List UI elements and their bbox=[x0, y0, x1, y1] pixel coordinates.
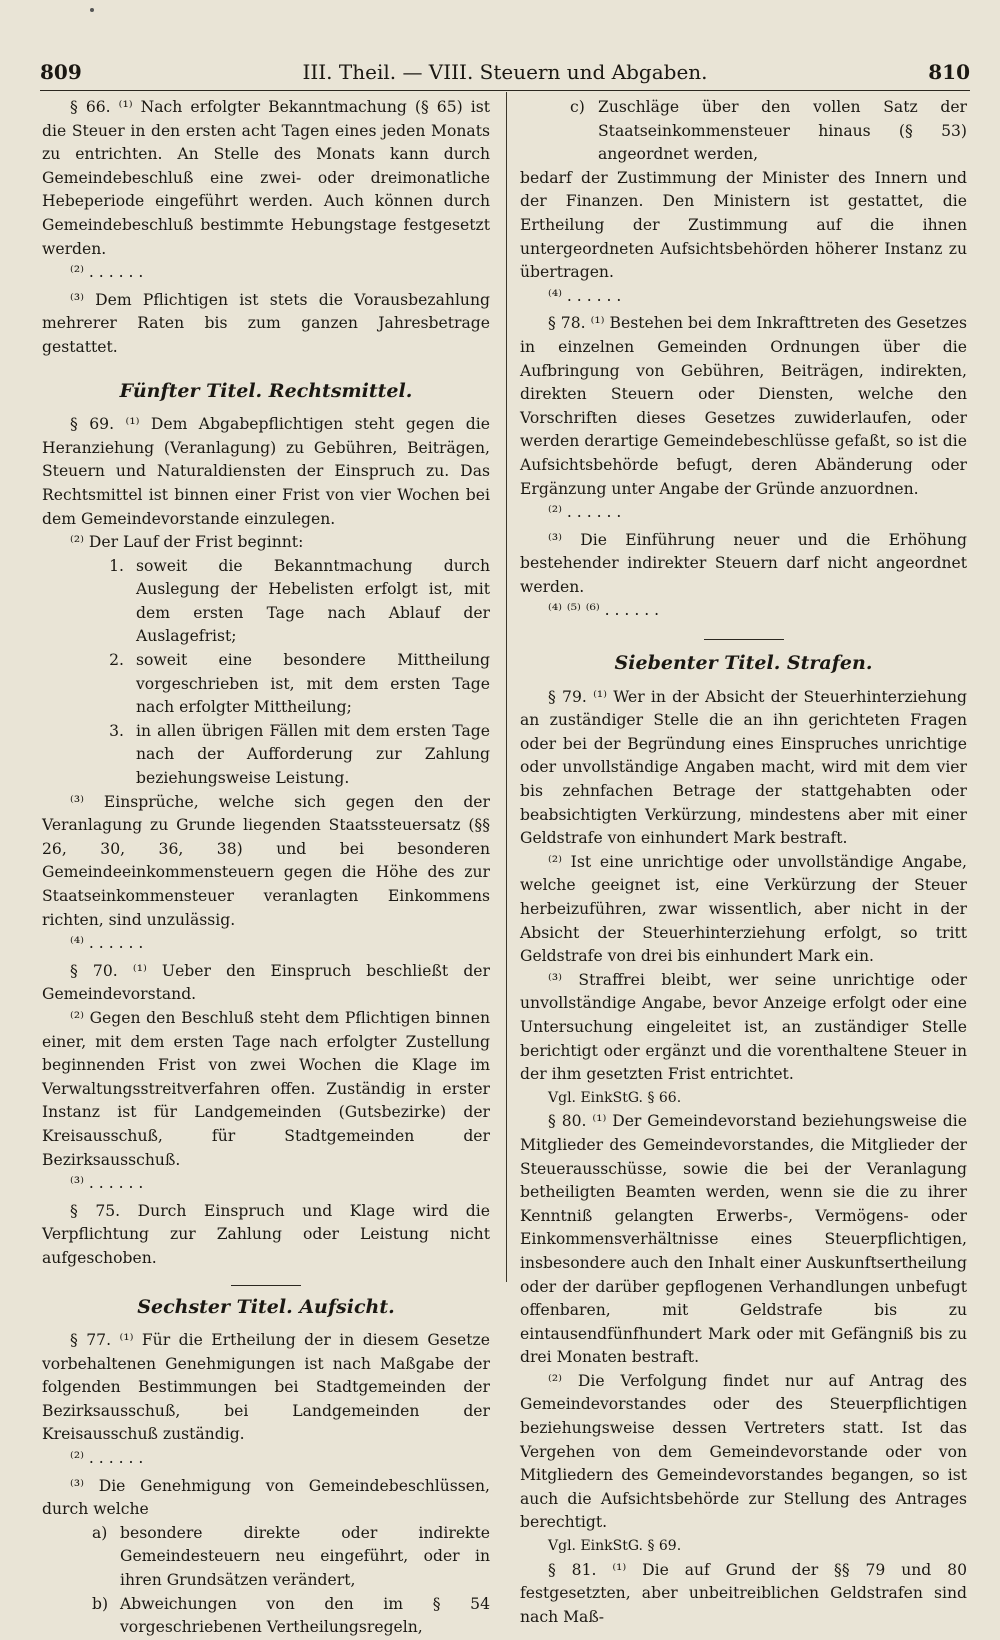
list-item bbox=[42, 1522, 490, 1593]
paragraph-77-2: ⁽²⁾ . . . . . . bbox=[70, 1449, 144, 1468]
paragraph-69-3: ⁽³⁾ Einsprüche, welche sich gegen den der Veranlagung zu Grunde liegenden Staatssteuersatz (§§ 26, 30, 36, 38) und bei besonderen Gemeindeeinkommensteuern gegen die Höhe des zur Staatseinkommensteuer veranlagten Einkommens richten, sind unzulässig. bbox=[42, 792, 490, 929]
paragraph-78-4-5-6: ⁽⁴⁾ ⁽⁵⁾ ⁽⁶⁾ . . . . . . bbox=[548, 601, 660, 620]
paragraph-70-1: § 70. ⁽¹⁾ Ueber den Einspruch beschließt der Gemeindevorstand. bbox=[42, 961, 490, 1004]
cross-reference: Vgl. EinkStG. § 66. bbox=[548, 1089, 682, 1106]
paragraph-78-2: ⁽²⁾ . . . . . . bbox=[548, 503, 622, 522]
paragraph-77-continuation: bedarf der Zustimmung der Minister des Innern und der Finanzen. Den Ministern ist gestattet, die Ertheilung der Zustimmung auf die ihnen untergeordneten Aufsichtsbehörden höherer Instanz zu übertragen. bbox=[520, 168, 967, 282]
list-item-text: soweit die Bekanntmachung durch Auslegung der Hebelisten erfolgt ist, mit dem ersten Tage nach Ablauf der Auslagefrist; bbox=[136, 556, 490, 646]
paragraph-69-2: ⁽²⁾ Der Lauf der Frist beginnt: bbox=[70, 533, 304, 552]
paragraph-70-2: ⁽²⁾ Gegen den Beschluß steht dem Pflichtigen binnen einer, mit dem ersten Tage nach erfolgter Zustellung beginnenden Frist von zwei Wochen die Klage im Verwaltungsstreitverfahren offen. Zuständig in erster Instanz ist für Landgemeinden (Gutsbezirke) der Kreisausschuß, für Stadtgemeinden der Bezirksausschuß. bbox=[42, 1008, 490, 1169]
paragraph-66-2: ⁽²⁾ . . . . . . bbox=[70, 263, 144, 282]
list-item-text: besondere direkte oder indirekte Gemeindesteuern neu eingeführt, oder in ihren Grundsätzen verändert, bbox=[120, 1523, 490, 1590]
list-item-number: 1. bbox=[109, 556, 124, 575]
paragraph-79-2: ⁽²⁾ Ist eine unrichtige oder unvollständige Angabe, welche geeignet ist, eine Verkürzung der Steuer herbeizuführen, zwar wissentlich, aber nicht in der Absicht der Steuerhinterziehung erfolgt, so tritt Geldstrafe von drei bis einhundert Mark ein. bbox=[520, 852, 967, 966]
list-item-letter: c) bbox=[570, 98, 585, 116]
paragraph-78-1: § 78. ⁽¹⁾ Bestehen bei dem Inkrafttreten des Gesetzes in einzelnen Gemeinden Ordnungen über die Aufbringung von Gebühren, Beiträgen, indirekten, direkten Steuern oder Diensten, welche den Vorschriften dieses Gesetzes zuwiderlaufen, oder werden derartige Gemeindebeschlüsse gefaßt, so ist die Aufsichtsbehörde befugt, deren Abänderung oder Ergänzung unter Angabe der Gründe anzuordnen. bbox=[520, 314, 967, 498]
section-title-7: Siebenter Titel. Strafen. bbox=[614, 652, 873, 675]
list-item-number: 3. bbox=[109, 721, 124, 740]
paragraph-80-1: § 80. ⁽¹⁾ Der Gemeindevorstand beziehungsweise die Mitglieder des Gemeindevorstandes, die Mitglieder der Steuerausschüsse, sowie die bei der Veranlagung betheiligten Beamten werden, wenn sie die zu ihrer Kenntniß gelangten Erwerbs-, Vermögens- oder Einkommensverhältnisse eines Steuerpflichtigen, insbesondere auch den Inhalt einer Auskunftsertheilung oder der darüber gepflogenen Verhandlungen unbefugt offenbaren, mit Geldstrafe bis zu eintausendfünfhundert Mark oder mit Gefängniß bis zu drei Monaten bestraft. bbox=[520, 1112, 967, 1367]
paragraph-70-3: ⁽³⁾ . . . . . . bbox=[70, 1174, 144, 1193]
list-item-number: 2. bbox=[109, 651, 124, 670]
list-item bbox=[42, 555, 490, 649]
list-item bbox=[42, 649, 490, 720]
list-item-text: Zuschläge über den vollen Satz der Staatseinkommensteuer hinaus (§ 53) angeordnet werden, bbox=[598, 98, 967, 164]
paragraph-81-1: § 81. ⁽¹⁾ Die auf Grund der §§ 79 und 80 festgesetzten, aber unbeitreiblichen Geldstrafen sind nach Maß- bbox=[520, 1560, 967, 1626]
page-number-left: 809 bbox=[40, 60, 82, 84]
section-title-5: Fünfter Titel. Rechtsmittel. bbox=[119, 379, 413, 402]
paragraph-79-3: ⁽³⁾ Straffrei bleibt, wer seine unrichtige oder unvollständige Angabe, bevor Anzeige erfolgt oder eine Untersuchung eingeleitet ist, an zuständiger Stelle berichtigt oder ergänzt und die vorenthaltene Steuer in der ihm gesetzten Frist entrichtet. bbox=[520, 970, 967, 1084]
paragraph-75: § 75. Durch Einspruch und Klage wird die Verpflichtung zur Zahlung oder Leistung nicht aufgeschoben. bbox=[42, 1201, 490, 1267]
paragraph-77-4: ⁽⁴⁾ . . . . . . bbox=[548, 286, 622, 305]
list-item-letter: b) bbox=[92, 1594, 109, 1613]
right-column bbox=[520, 96, 967, 1629]
list-item-text: in allen übrigen Fällen mit dem ersten Tage nach der Aufforderung zur Zahlung beziehungsweise Leistung. bbox=[136, 721, 490, 788]
paragraph-66-3: ⁽³⁾ Dem Pflichtigen ist stets die Vorausbezahlung mehrerer Raten bis zum ganzen Jahresbetrage gestattet. bbox=[42, 290, 490, 356]
paragraph-69-4: ⁽⁴⁾ . . . . . . bbox=[70, 934, 144, 953]
running-title: III. Theil. — VIII. Steuern und Abgaben. bbox=[302, 60, 708, 84]
page-header bbox=[40, 58, 970, 91]
paragraph-79-1: § 79. ⁽¹⁾ Wer in der Absicht der Steuerhinterziehung an zuständiger Stelle die an ihn gerichteten Fragen oder bei der Begründung eines Einspruches unrichtige oder unvollständige Angaben macht, wird mit dem vier bis zehnfachen Betrage der stattgehabten oder beabsichtigten Verkürzung, mindestens aber mit einer Geldstrafe von einhundert Mark bestraft. bbox=[520, 687, 967, 848]
separator-rule bbox=[231, 1285, 301, 1286]
list-item bbox=[520, 96, 967, 167]
list-item bbox=[42, 1593, 490, 1640]
separator-rule bbox=[704, 639, 784, 640]
paragraph-78-3: ⁽³⁾ Die Einführung neuer und die Erhöhung bestehender indirekter Steuern darf nicht angeordnet werden. bbox=[520, 530, 967, 596]
list-item-text: Abweichungen von den im § 54 vorgeschriebenen Vertheilungsregeln, bbox=[120, 1594, 490, 1637]
paragraph-66-1: § 66. ⁽¹⁾ Nach erfolgter Bekanntmachung (§ 65) ist die Steuer in den ersten acht Tagen eines jeden Monats zu entrichten. An Stelle des Monats kann durch Gemeindebeschluß eine zwei- oder dreimonatliche Hebeperiode eingeführt werden. Auch können durch Gemeindebeschluß bestimmte Hebungstage festgesetzt werden. bbox=[42, 98, 490, 258]
paragraph-77-3: ⁽³⁾ Die Genehmigung von Gemeindebeschlüssen, durch welche bbox=[42, 1476, 490, 1519]
list-item bbox=[42, 720, 490, 791]
page-number-right: 810 bbox=[928, 60, 970, 84]
left-column bbox=[42, 96, 490, 1640]
cross-reference: Vgl. EinkStG. § 69. bbox=[548, 1538, 682, 1555]
list-item-text: soweit eine besondere Mittheilung vorgeschrieben ist, mit dem ersten Tage nach erfolgter Mittheilung; bbox=[136, 651, 490, 717]
section-title-6: Sechster Titel. Aufsicht. bbox=[137, 1295, 395, 1318]
list-item-letter: a) bbox=[92, 1523, 108, 1542]
paragraph-77-1: § 77. ⁽¹⁾ Für die Ertheilung der in diesem Gesetze vorbehaltenen Genehmigungen ist nach Maßgabe der folgenden Bestimmungen bei Stadtgemeinden der Bezirksausschuß, bei Landgemeinden der Kreisausschuß zuständig. bbox=[42, 1331, 490, 1444]
column-divider bbox=[506, 92, 507, 1282]
paragraph-69-1: § 69. ⁽¹⁾ Dem Abgabepflichtigen steht gegen die Heranziehung (Veranlagung) zu Gebühren, Beiträgen, Steuern und Naturaldiensten der Einspruch zu. Das Rechtsmittel ist binnen einer Frist von vier Wochen bei dem Gemeindevorstande einzulegen. bbox=[42, 415, 490, 528]
ink-dot bbox=[90, 8, 94, 12]
paragraph-80-2: ⁽²⁾ Die Verfolgung findet nur auf Antrag des Gemeindevorstandes oder des Steuerpflichtigen beziehungsweise dessen Vertreters statt. Ist das Vergehen von dem Gemeindevorstande oder von Mitgliedern des Gemeindevorstandes begangen, so ist auch die Aufsichtsbehörde zur Stellung des Antrages berechtigt. bbox=[520, 1371, 967, 1532]
